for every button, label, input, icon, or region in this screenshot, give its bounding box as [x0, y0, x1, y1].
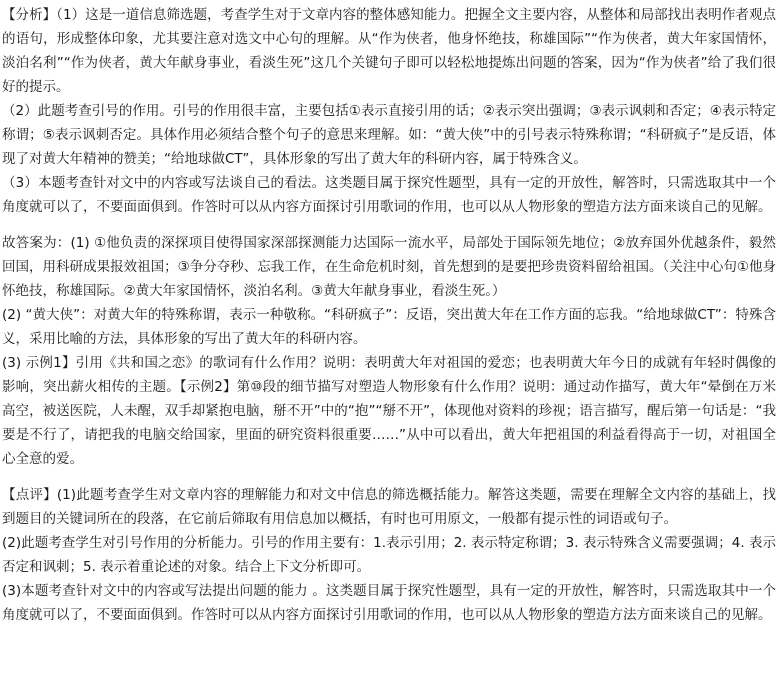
analysis-paragraph-1: 【分析】（1）这是一道信息筛选题，考查学生对于文章内容的整体感知能力。把握全文主要内容，从整体和局部找出表明作者观点的语句，形成整体印象，尤其要注意对选文中心句的理解。从“作为侠者，他身怀绝技，称雄国际”“作为侠者，黄大年家国情怀，淡泊名利”“作为侠者，黄大年献身事业，看淡生死”这几个关键句子即可以轻松地提炼出问题的答案，因为“作为侠者”给了我们很好的提示。	[2, 7, 776, 95]
section-gap	[2, 219, 776, 231]
section-gap	[2, 471, 776, 483]
comment-paragraph-3: (3)本题考查针对文中的内容或写法提出问题的能力 。这类题目属于探究性题型，具有一定的开放性，解答时，只需选取其中一个角度就可以了，不要面面俱到。作答时可以从内容方面探讨引用歌词的作用，也可以从人物形象的塑造方法方面来谈自己的见解。	[2, 583, 776, 623]
answer-paragraph-2: (2) “黄大侠”：对黄大年的特殊称谓，表示一种敬称。“科研疯子”：反语，突出黄大年在工作方面的忘我。“给地球做CT”：特殊含义，采用比喻的方法，具体形象的写出了黄大年的科研内容。	[2, 307, 776, 347]
analysis-paragraph-2: （2）此题考查引号的作用。引号的作用很丰富，主要包括①表示直接引用的话；②表示突出强调；③表示讽刺和否定；④表示特定称谓；⑤表示讽刺否定。具体作用必须结合整个句子的意思来理解。如：“黄大侠”中的引号表示特殊称谓；“科研疯子”是反语，体现了对黄大年精神的赞美；“给地球做CT”，具体形象的写出了黄大年的科研内容，属于特殊含义。	[2, 103, 776, 167]
answer-section	[2, 231, 776, 471]
comment-paragraph-2: (2)此题考查学生对引号作用的分析能力。引号的作用主要有：1.表示引用；2. 表示特定称谓；3. 表示特殊含义需要强调；4. 表示否定和讽刺；5. 表示着重论述的对象。结合上下文分析即可。	[2, 535, 776, 575]
comment-paragraph-1: 【点评】(1)此题考查学生对文章内容的理解能力和对文中信息的筛选概括能力。解答这类题，需要在理解全文内容的基础上，找到题目的关键词所在的段落，在它前后筛取有用信息加以概括，有时也可用原文，一般都有提示性的词语或句子。	[2, 487, 776, 527]
answer-paragraph-1: 故答案为：(1) ①他负责的深探项目使得国家深部探测能力达国际一流水平，局部处于国际领先地位；②放弃国外优越条件，毅然回国，用科研成果报效祖国；③争分夺秒、忘我工作，在生命危机时刻，首先想到的是要把珍贵资料留给祖国。（关注中心句①他身怀绝技，称雄国际。②黄大年家国情怀，淡泊名利。③黄大年献身事业，看淡生死。）	[2, 235, 776, 299]
answer-paragraph-3: (3) 示例1】引用《共和国之恋》的歌词有什么作用？说明：表明黄大年对祖国的爱恋；也表明黄大年今日的成就有年轻时偶像的影响，突出薪火相传的主题。【示例2】第⑩段的细节描写对塑造人物形象有什么作用？说明：通过动作描写，黄大年“晕倒在万米高空，被送医院，人未醒，双手却紧抱电脑，掰不开”中的“抱”“掰不开”，体现他对资料的珍视；语言描写，醒后第一句话是：“我要是不行了，请把我的电脑交给国家，里面的研究资料很重要……”从中可以看出，黄大年把祖国的利益看得高于一切，对祖国全心全意的爱。	[2, 355, 776, 467]
comment-section	[2, 483, 776, 627]
analysis-section	[2, 3, 776, 219]
analysis-paragraph-3: （3）本题考查针对文中的内容或写法谈自己的看法。这类题目属于探究性题型，具有一定的开放性，解答时，只需选取其中一个角度就可以了，不要面面俱到。作答时可以从内容方面探讨引用歌词的作用，也可以从人物形象的塑造方法方面来谈自己的见解。	[2, 175, 776, 215]
